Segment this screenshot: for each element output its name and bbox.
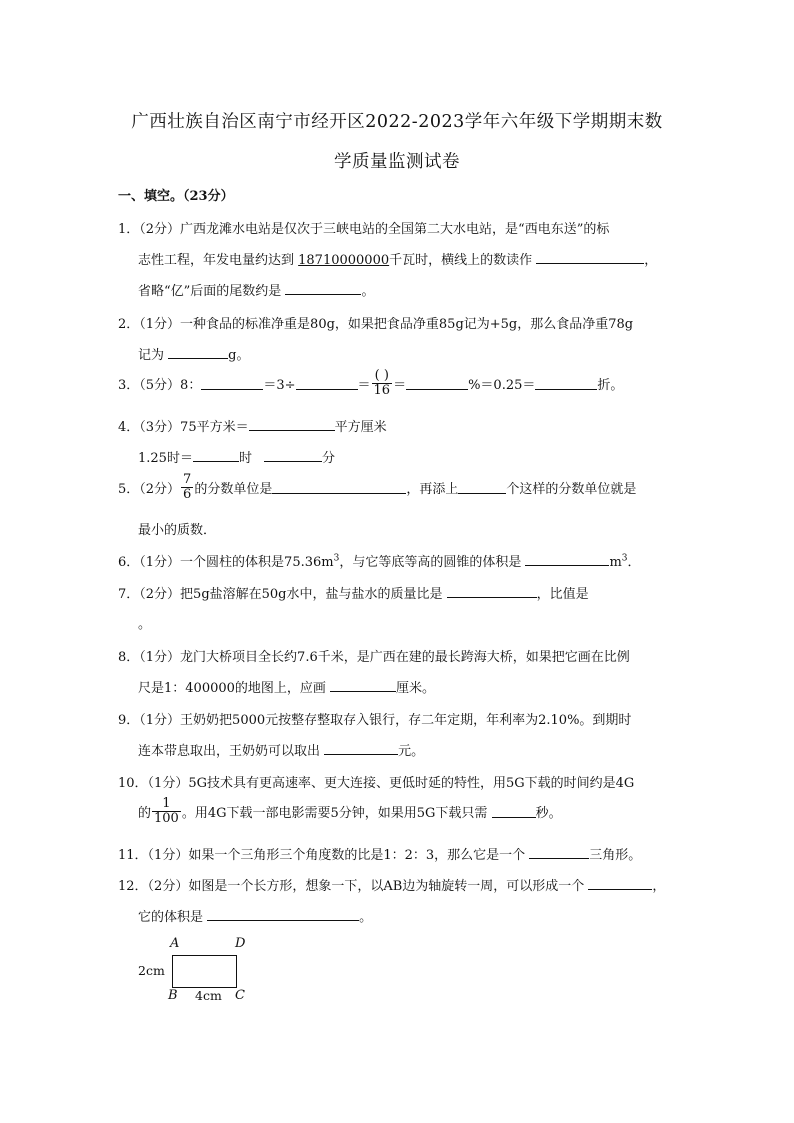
q1-line3: 省略“亿”后面的尾数约是 。 [138, 284, 375, 299]
q10-line1: 10．（1分）5G技术具有更高速率、更大连接、更低时延的特性，用5G下载的时间约是4G [118, 776, 635, 791]
q8-blank[interactable] [330, 679, 396, 692]
rectangle-figure [172, 955, 237, 988]
q1-blank-approx[interactable] [285, 282, 361, 295]
q3-blank2[interactable] [296, 377, 358, 390]
q1-line2: 志性工程，年发电量约达到 18710000000千瓦时，横线上的数读作 ， [138, 253, 658, 268]
page-title-line1: 广西壮族自治区南宁市经开区2022-2023学年六年级下学期期末数 [131, 112, 663, 132]
q3-line: 3．（5分）8： ＝3÷ ＝ $\frac{( )}{16}$ ＝ %＝0.25＝ 折。 [118, 368, 624, 398]
q5-line1: 5．（2分） $\frac{7}{6}$ 的分数单位是 ，再添上 个这样的分数单位就是 [118, 472, 637, 502]
q5-blank2[interactable] [458, 481, 506, 494]
q2-line1: 2．（1分）一种食品的标准净重是80g，如果把食品净重85g记为+5g，那么食品净重78g [118, 317, 634, 332]
q6-blank[interactable] [525, 553, 609, 566]
q6-line: 6．（1分）一个圆柱的体积是$75.36m^3$，与它等底等高的圆锥的体积是 $m^3$． [118, 553, 641, 570]
q8-line1: 8．（1分）龙门大桥项目全长约7.6千米，是广西在建的最长跨海大桥，如果把它画在比例 [118, 650, 630, 665]
q5-fraction: $\frac{7}{6}$ [183, 472, 192, 502]
q3-fraction: $\frac{( )}{16}$ [373, 368, 391, 398]
label-d: D [235, 936, 246, 951]
q11-line: 11．（1分）如果一个三角形三个角度数的比是1：2：3，那么它是一个 三角形。 [118, 848, 642, 863]
q10-line2: 的 $\frac{1}{100}$ 。用4G下载一部电影需要5分钟，如果用5G下载只需 秒。 [138, 796, 562, 826]
q12-blank2[interactable] [207, 908, 359, 921]
q11-blank[interactable] [529, 846, 589, 859]
q9-line2: 连本带息取出，王奶奶可以取出 元。 [138, 744, 425, 759]
q5-line2: 最小的质数． [138, 523, 217, 538]
page-title-line2: 学质量监测试卷 [334, 152, 460, 172]
label-4cm: 4cm [195, 988, 222, 1003]
q9-blank[interactable] [324, 742, 398, 755]
q3-blank4[interactable] [535, 377, 597, 390]
q4-blank2[interactable] [193, 449, 239, 462]
q3-blank1[interactable] [201, 377, 263, 390]
q12-blank1[interactable] [588, 877, 652, 890]
q5-blank1[interactable] [272, 481, 406, 494]
q1-blank-read[interactable] [536, 251, 644, 264]
q1-number: 18710000000 [298, 253, 390, 268]
q7-line1: 7．（2分）把5g盐溶解在50g水中，盐与盐水的质量比是 ，比值是 [118, 587, 589, 602]
q10-blank[interactable] [492, 805, 536, 818]
section-heading: 一、填空。（23分） [118, 189, 234, 204]
q4-blank3[interactable] [264, 449, 322, 462]
q4-line2: 1.25时＝ 时 分 [138, 451, 335, 466]
q7-line2: 。 [138, 617, 152, 632]
q12-line2: 它的体积是 。 [138, 910, 373, 925]
label-2cm: 2cm [138, 963, 165, 978]
q8-line2: 尺是1：400000的地图上，应画 厘米。 [138, 681, 436, 696]
q9-line1: 9．（1分）王奶奶把5000元按整存整取存入银行，存二年定期，年利率为2.10%。到期时 [118, 713, 632, 728]
q7-blank[interactable] [447, 585, 537, 598]
q10-fraction: $\frac{1}{100}$ [154, 796, 179, 826]
q4-blank1[interactable] [249, 418, 335, 431]
q3-blank3[interactable] [406, 377, 468, 390]
q2-line2: 记为 g。 [138, 348, 250, 363]
label-b: B [168, 988, 178, 1003]
label-a: A [170, 936, 180, 951]
q2-blank[interactable] [168, 346, 228, 359]
q4-line1: 4．（3分）75平方米＝ 平方厘米 [118, 420, 387, 435]
q12-line1: 12．（2分）如图是一个长方形，想象一下，以AB边为轴旋转一周，可以形成一个 ， [118, 879, 666, 894]
q1-line1: 1．（2分）广西龙滩水电站是仅次于三峡电站的全国第二大水电站，是“西电东送”的标 [118, 222, 610, 237]
label-c: C [235, 988, 245, 1003]
